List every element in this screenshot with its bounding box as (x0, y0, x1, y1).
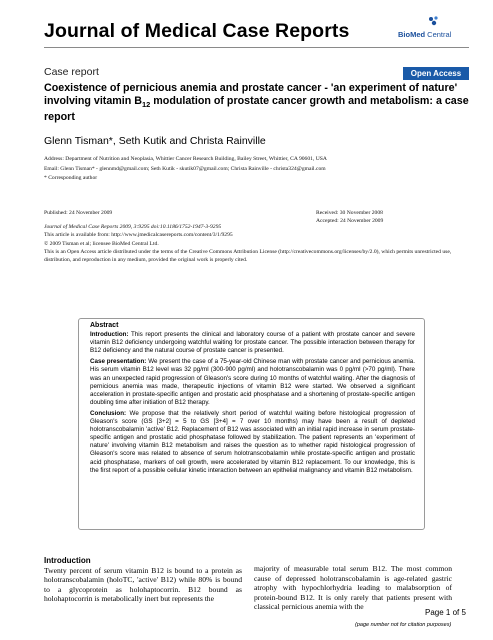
citation: Journal of Medical Case Reports 2009, 3:9295 doi:10.1186/1752-1947-3-9295 (44, 224, 222, 230)
page-number: Page 1 of 5 (425, 608, 466, 617)
abstract (90, 322, 415, 478)
publisher-logo (398, 16, 468, 42)
journal-title: Journal of Medical Case Reports (44, 20, 350, 42)
page-number-note: (page number not for citation purposes) (355, 622, 452, 628)
abstract-heading: Abstract (90, 322, 119, 329)
body-text-left: Twenty percent of serum vitamin B12 is bound to a protein as holotranscobalamin (holoTC, 'active' B12) while 80% is bound to a glycoprotein as holohaptocorrin. B12 bound as holohaptocorrin is metabolically inert but represents the (44, 565, 242, 604)
article-url[interactable]: This article is available from: http://www.jmedicalcasereports.com/content/3/1/9295 (44, 232, 233, 238)
body-column-right (254, 564, 452, 612)
publication-info (44, 209, 294, 239)
author-address: Address: Department of Nutrition and Neoplasia, Whittier Cancer Research Building, Bailey Street, Whittier, CA 90601, USA (44, 156, 327, 162)
abstract-conclusion: Conclusion: We propose that the relatively short period of watchful waiting before histological progression of Gleason's score (GS [3+2] = 5 to GS [3+4] = 7 over 10 months) may have been a result of depleted holotranscobalamin 'active' B12. Replacement of B12 was associated with an initial rapid increase in serum prostate-specific antigen and prostatic acid phosphatase followed by stabilization. The patient represents an 'experiment of nature' involving vitamin B12 metabolism and raises the question as to whether rapid histological progression of Gleason's score was related to absence of serum holotranscobalamin while prostate-specific antigen and prostatic acid phosphatase, markers of cell growth, were accelerated by vitamin B12 replacement. To our knowledge, this is the first report of a possible cellular kinetic interaction between an epithelial malignancy and vitamin B12 metabolism. (90, 409, 415, 474)
publisher-brand: BioMed Central (398, 30, 452, 39)
received-date: Received: 30 November 2008 (316, 210, 383, 216)
corresponding-note: * Corresponding author (44, 175, 98, 181)
accepted-date: Accepted: 24 November 2009 (316, 218, 384, 224)
article-section: Case report (44, 66, 99, 78)
license-text: This is an Open Access article distributed under the terms of the Creative Commons Attribution License (http://creativecommons.org/licenses/by/2.0), which permits unrestricted use, distribution, and reproduction in any medium, provided the original work is properly cited. (44, 249, 452, 263)
body-text-right: majority of measurable total serum B12. The most common cause of depressed holotranscobalamin is age-related gastric atrophy with hypochlorhydria leading to malabsorption of protein-bound B12. It is only rarely that patients present with classical pernicious anemia with the (254, 564, 452, 612)
abstract-introduction: Introduction: This report presents the clinical and laboratory course of a patient with prostate cancer and severe vitamin B12 deficiency undergoing watchful waiting for prostate cancer. The possible interaction between therapy for B12 deficiency and the natural course of prostate cancer is presented. (90, 331, 415, 355)
published-date: Published: 24 November 2009 (44, 210, 113, 216)
author-emails[interactable]: Email: Glenn Tisman* - glennmd@gmail.com; Seth Kutik - skutik07@gmail.com; Christa Rainville - christa324@gmail.com (44, 166, 326, 172)
license-block (44, 240, 469, 264)
body-column-left (44, 556, 242, 604)
publisher-logo-icon (428, 16, 440, 26)
header-divider (44, 47, 469, 48)
author-list: Glenn Tisman*, Seth Kutik and Christa Rainville (44, 135, 266, 147)
abstract-case-presentation: Case presentation: We present the case of a 75-year-old Chinese man with prostate cancer and pernicious anemia. His serum vitamin B12 level was 32 pg/ml (300-900 pg/ml) and holotranscobalamin was 0 pg/ml (>70 pg/ml). There was an unexpected rapid progression of Gleason's score during 10 months of watchful waiting. After the diagnosis of pernicious anemia was made, therapeutic injections of vitamin B12 were started. We observed a significant acceleration in prostate-specific antigen and prostatic acid phosphatase and a shortening of prostate-specific antigen doubling time after initiation of B12 therapy. (90, 358, 416, 406)
dates-info (316, 209, 476, 225)
article-title: Coexistence of pernicious anemia and prostate cancer - 'an experiment of nature' involving vitamin $B_{12}$ modulation of prostate cancer growth and metabolism: a case report (44, 82, 469, 124)
open-access-badge: Open Access (403, 67, 469, 80)
introduction-heading: Introduction (44, 556, 91, 565)
copyright: © 2009 Tisman et al; licensee BioMed Central Ltd. (44, 241, 159, 247)
